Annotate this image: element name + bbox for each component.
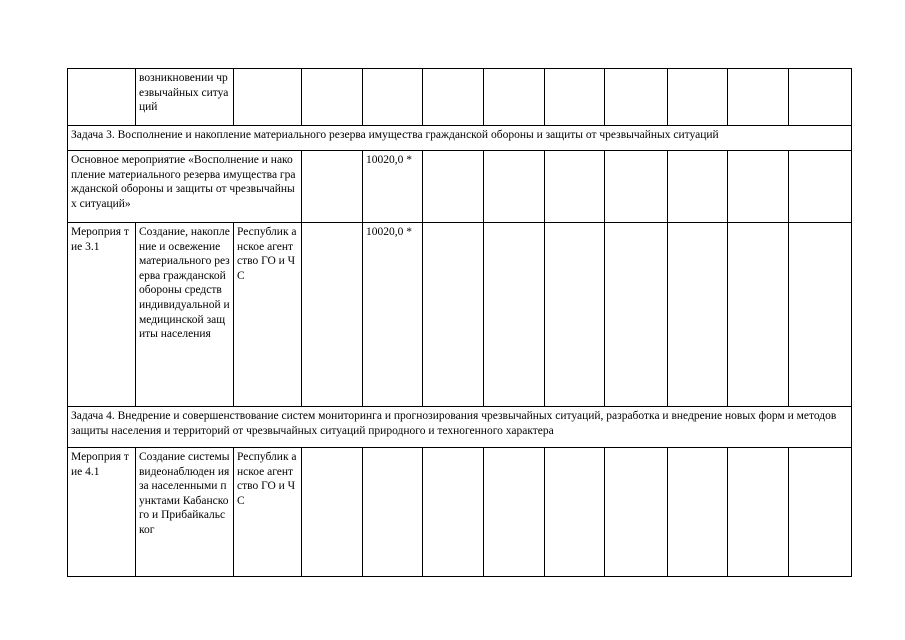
cell-empty xyxy=(423,151,484,223)
cell-empty xyxy=(789,448,852,577)
cell-empty xyxy=(605,151,668,223)
table-row xyxy=(68,151,852,223)
cell-empty xyxy=(668,151,728,223)
cell-empty xyxy=(423,448,484,577)
program-table xyxy=(67,68,852,577)
cell-empty xyxy=(363,69,423,126)
cell-empty xyxy=(302,151,363,223)
measure-id: Мероприя тие 3.1 xyxy=(68,223,136,407)
cell-empty xyxy=(605,223,668,407)
table-row xyxy=(68,448,852,577)
cell-empty xyxy=(545,69,605,126)
measure-name-cell: Создание системы видеонаблюден ия за населенными пунктами Кабанского и Прибайкальског xyxy=(136,448,234,577)
cell-empty xyxy=(484,448,545,577)
table-row xyxy=(68,407,852,448)
funding-value: 10020,0 * xyxy=(363,223,423,407)
cell-empty xyxy=(605,69,668,126)
executor-cell: Республик анское агентство ГО и ЧС xyxy=(234,448,302,577)
cell-empty xyxy=(302,448,363,577)
cell-empty xyxy=(423,69,484,126)
cell-empty xyxy=(484,223,545,407)
cell-empty xyxy=(423,223,484,407)
table-row xyxy=(68,223,852,407)
cell-empty xyxy=(363,448,423,577)
cell-empty xyxy=(484,151,545,223)
table-row xyxy=(68,126,852,151)
cell-empty xyxy=(545,151,605,223)
cell-empty xyxy=(728,69,789,126)
cell-empty xyxy=(545,448,605,577)
cell-empty xyxy=(668,223,728,407)
cell-empty xyxy=(789,151,852,223)
cell-empty xyxy=(545,223,605,407)
cell-empty xyxy=(68,69,136,126)
cell-empty xyxy=(605,448,668,577)
cell-empty xyxy=(302,69,363,126)
table-row xyxy=(68,69,852,126)
cell-empty xyxy=(302,223,363,407)
measure-id: Мероприя тие 4.1 xyxy=(68,448,136,577)
cell-empty xyxy=(789,69,852,126)
cell-empty xyxy=(234,69,302,126)
task-4-heading: Задача 4. Внедрение и совершенствование систем мониторинга и прогнозирования чрезвычайных ситуаций, разработка и внедрение новых форм и методов защиты населения и территорий от чрезвычайных ситуаций природного и техногенного характера xyxy=(68,407,852,448)
cell-empty xyxy=(728,151,789,223)
measure-name-cell: Создание, накопление и освежение материального резерва гражданской обороны средств индивидуальной и медицинской защиты населения xyxy=(136,223,234,407)
main-measure-name: Основное мероприятие «Восполнение и накопление материального резерва имущества гражданской обороны и защиты от чрезвычайных ситуаций» xyxy=(68,151,302,223)
funding-value: 10020,0 * xyxy=(363,151,423,223)
cell-empty xyxy=(789,223,852,407)
cell-empty xyxy=(668,69,728,126)
cell-empty xyxy=(668,448,728,577)
cell-empty xyxy=(728,223,789,407)
executor-cell: Республик анское агентство ГО и ЧС xyxy=(234,223,302,407)
measure-name-cell: возникновении чрезвычайных ситуаций xyxy=(136,69,234,126)
cell-empty xyxy=(484,69,545,126)
cell-empty xyxy=(728,448,789,577)
task-3-heading: Задача 3. Восполнение и накопление материального резерва имущества гражданской обороны и защиты от чрезвычайных ситуаций xyxy=(68,126,852,151)
